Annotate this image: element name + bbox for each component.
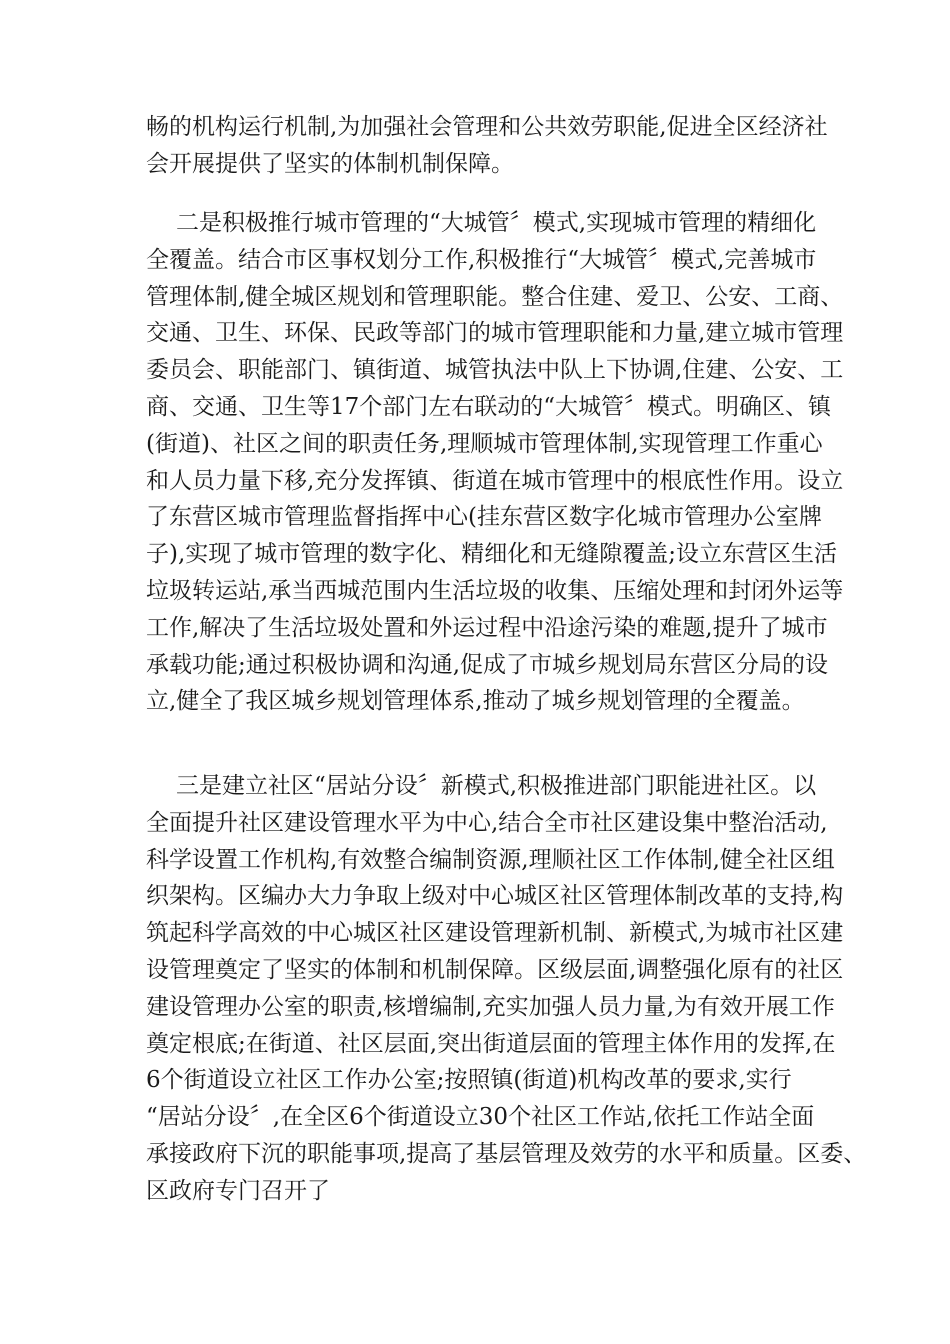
text-line: 织架构。区编办大力争取上级对中心城区社区管理体制改革的支持,构 [146,883,844,909]
text-line: 子),实现了城市管理的数字化、精细化和无缝隙覆盖;设立东营区生活 [146,541,838,567]
text-line: 立,健全了我区城乡规划管理体系,推动了城乡规划管理的全覆盖。 [146,688,805,714]
text-line: 了东营区城市管理监督指挥中心(挂东营区数字化城市管理办公室牌 [146,504,822,530]
text-line: 区政府专门召开了 [146,1178,330,1204]
text-line: 二是积极推行城市管理的“大城管〞模式,实现城市管理的精细化 [176,210,817,236]
text-line: (街道)、社区之间的职责任务,理顺城市管理体制,实现管理工作重心 [146,431,823,457]
text-line: 全面提升社区建设管理水平为中心,结合全市社区建设集中整治活动, [146,810,828,836]
text-line: 交通、卫生、环保、民政等部门的城市管理职能和力量,建立城市管理 [146,320,844,346]
text-line: 工作,解决了生活垃圾处置和外运过程中沿途污染的难题,提升了城市 [146,615,828,641]
text-line: 商、交通、卫生等17个部门左右联动的“大城管〞模式。明确区、镇 [146,394,832,420]
text-line: 承接政府下沉的职能事项,提高了基层管理及效劳的水平和质量。区委、 [146,1141,867,1167]
text-line: 建设管理办公室的职责,核增编制,充实加强人员力量,为有效开展工作 [146,994,835,1020]
text-line: 垃圾转运站,承当西城范围内生活垃圾的收集、压缩处理和封闭外运等 [146,578,844,604]
text-line: 管理体制,健全城区规划和管理职能。整合住建、爱卫、公安、工商、 [146,284,844,310]
text-line: 筑起科学高效的中心城区社区建设管理新机制、新模式,为城市社区建 [146,920,844,946]
text-line: 会开展提供了坚实的体制机制保障。 [146,151,514,177]
text-line: 三是建立社区“居站分设〞新模式,积极推进部门职能进社区。以 [176,773,817,799]
text-line: 科学设置工作机构,有效整合编制资源,理顺社区工作体制,健全社区组 [146,847,835,873]
text-line: 和人员力量下移,充分发挥镇、街道在城市管理中的根底性作用。设立 [146,468,844,494]
text-line: 设管理奠定了坚实的体制和机制保障。区级层面,调整强化原有的社区 [146,957,844,983]
text-line: 委员会、职能部门、镇街道、城管执法中队上下协调,住建、公安、工 [146,357,844,383]
text-line: 奠定根底;在街道、社区层面,突出街道层面的管理主体作用的发挥,在 [146,1031,836,1057]
text-line: 畅的机构运行机制,为加强社会管理和公共效劳职能,促进全区经济社 [146,114,828,140]
text-line: “居站分设〞,在全区6个街道设立30个社区工作站,依托工作站全面 [146,1104,815,1130]
text-line: 全覆盖。结合市区事权划分工作,积极推行“大城管〞模式,完善城市 [146,247,817,273]
text-line: 承载功能;通过积极协调和沟通,促成了市城乡规划局东营区分局的设 [146,652,829,678]
text-line: 6个街道设立社区工作办公室;按照镇(街道)机构改革的要求,实行 [146,1067,792,1093]
